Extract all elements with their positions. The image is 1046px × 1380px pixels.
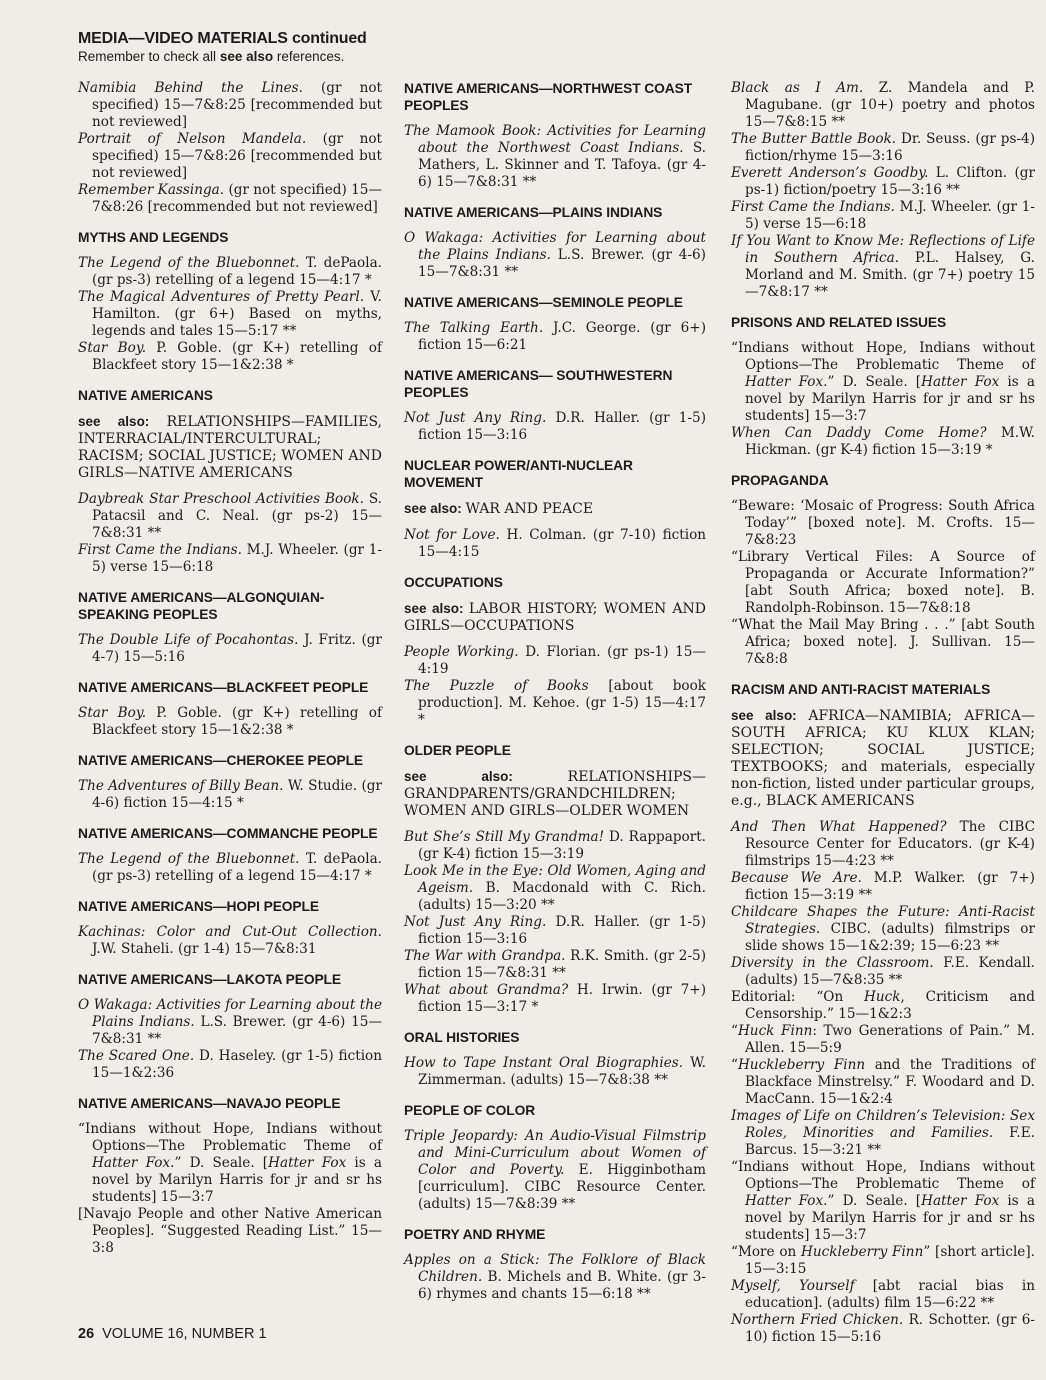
entry-title: Diversity in the Classroom. bbox=[731, 955, 934, 971]
section-heading: NATIVE AMERICANS—HOPI PEOPLE bbox=[78, 899, 319, 914]
section-heading: NATIVE AMERICANS—BLACKFEET PEOPLE bbox=[78, 680, 369, 695]
entry-list bbox=[404, 829, 706, 1016]
entry-list bbox=[731, 498, 1035, 668]
entry-text: J.W. Staheli. (gr 1-4) 15—7&8:31 bbox=[92, 941, 317, 957]
entry-text: “Indians without Hope, Indians without Options—The Problematic Theme of bbox=[78, 1121, 382, 1154]
entry bbox=[78, 1121, 382, 1206]
entry-title: The Butter Battle Book. bbox=[731, 131, 897, 147]
column-2 bbox=[404, 80, 706, 1316]
section-heading: ORAL HISTORIES bbox=[404, 1030, 520, 1045]
entry bbox=[78, 491, 382, 542]
entry-text: is a novel by Marilyn Harris for jr and sr hs students] 15—3:7 bbox=[745, 374, 1035, 424]
entry-text: “What the Mail May Bring . . .” [abt South Africa; boxed note]. J. Sullivan. 15—7&8:8 bbox=[731, 617, 1035, 667]
entry bbox=[78, 632, 382, 666]
entry bbox=[404, 982, 706, 1016]
entry bbox=[731, 1244, 1035, 1278]
entry-title: But She’s Still My Grandma! bbox=[404, 829, 605, 845]
entry bbox=[731, 870, 1035, 904]
entry-text: B. Michels and B. White. (gr 3-6) rhymes and chants 15—6:18 ** bbox=[418, 1269, 706, 1302]
entry bbox=[731, 955, 1035, 989]
entry-title: O Wakaga: Activities for Learning about the Plains Indians. bbox=[78, 997, 382, 1030]
entry-text: , Criticism and Censorship.” 15—1&2:3 bbox=[745, 989, 1035, 1022]
entry-text: S. Mathers, L. Skinner and T. Tafoya. (gr 4-6) 15—7&8:31 ** bbox=[418, 140, 706, 190]
entry bbox=[404, 948, 706, 982]
entry-title: Kachinas: Color and Cut-Out Collection. bbox=[78, 924, 382, 940]
entry-title: Star Boy. bbox=[78, 340, 147, 356]
entry-title: The Puzzle of Books bbox=[404, 678, 589, 694]
entry-list bbox=[78, 997, 382, 1082]
entry-text: CIBC. (adults) filmstrips or slide shows 15—1&2:39; 15—6:23 ** bbox=[745, 921, 1035, 954]
entry-text: H. Colman. (gr 7-10) fiction 15—4:15 bbox=[418, 527, 707, 560]
entry-title: Myself, Yourself bbox=[731, 1278, 855, 1294]
section-heading: PRISONS AND RELATED ISSUES bbox=[731, 315, 947, 330]
entry bbox=[731, 904, 1035, 955]
entry-title: Hatter Fox bbox=[745, 1193, 824, 1209]
entry-list bbox=[404, 1128, 706, 1213]
entry-text: “ bbox=[731, 1023, 738, 1039]
entry-text: W. Studie. (gr 4-6) fiction 15—4:15 * bbox=[92, 778, 383, 811]
entry bbox=[404, 230, 706, 281]
entry-text: L.S. Brewer. (gr 4-6) 15—7&8:31 ** bbox=[418, 247, 706, 280]
entry-text: S. Patacsil and C. Neal. (gr ps-2) 15—7&8:31 ** bbox=[92, 491, 382, 541]
entry bbox=[404, 527, 706, 561]
entry-title: Star Boy. bbox=[78, 705, 147, 721]
volume-label: VOLUME 16, NUMBER 1 bbox=[102, 1326, 267, 1342]
entry bbox=[78, 289, 382, 340]
entry-text: H. Irwin. (gr 7+) fiction 15—3:17 * bbox=[418, 982, 706, 1015]
section-heading: NATIVE AMERICANS—PLAINS INDIANS bbox=[404, 205, 663, 220]
entry-text: (gr not specified) 15—7&8:26 [recommended but not reviewed] bbox=[92, 131, 382, 181]
see-also-label: see also: bbox=[404, 601, 469, 616]
entry-title: Not Just Any Ring. bbox=[404, 914, 547, 930]
entry bbox=[731, 165, 1035, 199]
entry-title: Apples on a Stick: The Folklore of Black Children. bbox=[404, 1252, 706, 1285]
entry-list bbox=[78, 1121, 382, 1257]
section-heading: NATIVE AMERICANS—NORTHWEST COAST PEOPLES bbox=[404, 81, 693, 113]
entry-text: [Navajo People and other Native American Peoples]. “Suggested Reading List.” 15—3:8 bbox=[78, 1206, 382, 1256]
entry-list bbox=[78, 632, 382, 666]
entry-title: Not Just Any Ring. bbox=[404, 410, 547, 426]
entry bbox=[78, 340, 382, 374]
section-heading: RACISM AND ANTI-RACIST MATERIALS bbox=[731, 682, 991, 697]
entry-title: The Legend of the Bluebonnet. bbox=[78, 851, 300, 867]
entry bbox=[404, 1128, 706, 1213]
entry-list bbox=[731, 80, 1035, 301]
entry-text: (gr not specified) 15—7&8:25 [recommended but not reviewed] bbox=[92, 80, 382, 130]
entry-list bbox=[731, 819, 1035, 1346]
see-also-label: see also: bbox=[78, 414, 167, 429]
entry-title: The Double Life of Pocahontas. bbox=[78, 632, 299, 648]
entry-text: V. Hamilton. (gr 6+) Based on myths, legends and tales 15—5:17 ** bbox=[92, 289, 382, 339]
entry bbox=[404, 644, 706, 678]
entry-text: : Two Generations of Pain.” M. Allen. 15—5:9 bbox=[745, 1023, 1035, 1056]
entry bbox=[78, 705, 382, 739]
entry-text: Dr. Seuss. (gr ps-4) fiction/rhyme 15—3:16 bbox=[745, 131, 1035, 164]
entry bbox=[731, 131, 1035, 165]
entry-title: Huck bbox=[864, 989, 901, 1005]
entry bbox=[78, 851, 382, 885]
entry bbox=[78, 924, 382, 958]
entry-title: Everett Anderson’s Goodby. bbox=[731, 165, 929, 181]
entry bbox=[78, 1048, 382, 1082]
entry bbox=[731, 199, 1035, 233]
entry-text: T. dePaola. (gr ps-3) retelling of a legend 15—4:17 * bbox=[92, 851, 382, 884]
entry-text: R.K. Smith. (gr 2-5) fiction 15—7&8:31 ** bbox=[418, 948, 706, 981]
entry bbox=[731, 340, 1035, 425]
reminder-note: Remember to check all see also references. bbox=[78, 49, 345, 64]
see-also-label: see also: bbox=[404, 769, 568, 784]
entry bbox=[404, 1055, 706, 1089]
entry bbox=[404, 914, 706, 948]
entry-text: B. Macdonald with C. Rich. (adults) 15—3:20 ** bbox=[418, 880, 706, 913]
page-title: MEDIA—VIDEO MATERIALS continued bbox=[78, 30, 367, 47]
entry-title: Huckleberry Finn bbox=[737, 1057, 866, 1073]
see-also-label: see also: bbox=[404, 501, 466, 516]
entry-title: Hatter Fox bbox=[745, 374, 824, 390]
entry-text: [about book production]. M. Kehoe. (gr 1-5) 15—4:17 * bbox=[418, 678, 707, 728]
page-number: 26 bbox=[78, 1326, 95, 1342]
entry-text: “ bbox=[731, 1057, 738, 1073]
entry-text: M.J. Wheeler. (gr 1-5) verse 15—6:18 bbox=[92, 542, 382, 575]
entry-title: O Wakaga: Activities for Learning about the Plains Indians. bbox=[404, 230, 706, 263]
entry bbox=[731, 425, 1035, 459]
entry-text: D. Florian. (gr ps-1) 15—4:19 bbox=[418, 644, 706, 677]
entry-title: The Magical Adventures of Pretty Pearl. bbox=[78, 289, 365, 305]
entry bbox=[731, 80, 1035, 131]
entry-title: Hatter Fox bbox=[921, 1193, 1000, 1209]
entry-list bbox=[78, 778, 382, 812]
see-also-refs: LABOR HISTORY; WOMEN AND GIRLS—OCCUPATIONS bbox=[404, 601, 706, 634]
entry bbox=[731, 617, 1035, 668]
entry-text: Editorial: “On bbox=[731, 989, 865, 1005]
entry-text: “Library Vertical Files: A Source of Propaganda or Accurate Information?” [abt South Africa; boxed note]. B. Randolph-Robinson. 15—7&8:18 bbox=[731, 549, 1035, 616]
entry-title: The Talking Earth. bbox=[404, 320, 544, 336]
entry bbox=[404, 829, 706, 863]
entry-text: ” [short article]. 15—3:15 bbox=[745, 1244, 1035, 1277]
entry-title: The Scared One. bbox=[78, 1048, 195, 1064]
entry-list bbox=[404, 230, 706, 281]
entry-list bbox=[78, 851, 382, 885]
entry bbox=[731, 1108, 1035, 1159]
entry-title: Huck Finn bbox=[737, 1023, 813, 1039]
entry-title: The Mamook Book: Activities for Learning about the Northwest Coast Indians. bbox=[404, 123, 706, 156]
entry-list bbox=[78, 80, 382, 216]
entry-text: M.P. Walker. (gr 7+) fiction 15—3:19 ** bbox=[745, 870, 1035, 903]
see-also-note bbox=[404, 500, 706, 518]
entry-text: D.R. Haller. (gr 1-5) fiction 15—3:16 bbox=[418, 410, 706, 443]
entry-list bbox=[78, 705, 382, 739]
entry-text: (gr not specified) 15—7&8:26 [recommended but not reviewed] bbox=[92, 182, 383, 215]
section-heading: NATIVE AMERICANS—ALGONQUIAN-SPEAKING PEOPLES bbox=[78, 590, 325, 622]
entry bbox=[731, 1023, 1035, 1057]
entry-title: The War with Grandpa. bbox=[404, 948, 566, 964]
entry-title: Northern Fried Chicken. bbox=[731, 1312, 904, 1328]
see-also-note bbox=[731, 707, 1035, 810]
section-heading: OCCUPATIONS bbox=[404, 575, 503, 590]
entry-title: How to Tape Instant Oral Biographies. bbox=[404, 1055, 684, 1071]
section-heading: PROPAGANDA bbox=[731, 473, 829, 488]
section-heading: NATIVE AMERICANS—SEMINOLE PEOPLE bbox=[404, 295, 683, 310]
entry-title: The Legend of the Bluebonnet. bbox=[78, 255, 300, 271]
entry-title: Childcare Shapes the Future: Anti-Racist Strategies. bbox=[731, 904, 1035, 937]
section-heading: NUCLEAR POWER/ANTI-NUCLEAR MOVEMENT bbox=[404, 458, 633, 490]
see-also-refs: WAR AND PEACE bbox=[465, 501, 594, 517]
entry bbox=[731, 819, 1035, 870]
entry bbox=[78, 778, 382, 812]
entry bbox=[404, 1252, 706, 1303]
entry-text: The CIBC Resource Center for Educators. (gr K-4) filmstrips 15—4:23 ** bbox=[745, 819, 1035, 869]
entry-list bbox=[731, 340, 1035, 459]
entry-text: E. Higginbotham [curriculum]. CIBC Resource Center. (adults) 15—7&8:39 ** bbox=[418, 1162, 706, 1212]
entry-text: is a novel by Marilyn Harris for jr and sr hs students] 15—3:7 bbox=[92, 1155, 382, 1205]
section-heading: MYTHS AND LEGENDS bbox=[78, 230, 229, 245]
entry-title: Images of Life on Children’s Television: Sex Roles, Minorities and Families. bbox=[731, 1108, 1035, 1141]
section-heading: NATIVE AMERICANS—LAKOTA PEOPLE bbox=[78, 972, 341, 987]
entry-title: What about Grandma? bbox=[404, 982, 569, 998]
entry-text: D.R. Haller. (gr 1-5) fiction 15—3:16 bbox=[418, 914, 706, 947]
section-heading: PEOPLE OF COLOR bbox=[404, 1103, 536, 1118]
entry-text: J. Fritz. (gr 4-7) 15—5:16 bbox=[92, 632, 383, 665]
entry-title: People Working. bbox=[404, 644, 519, 660]
entry-text: and the Traditions of Blackface Minstrelsy.” F. Woodard and D. MacCann. 15—1&2:4 bbox=[745, 1057, 1035, 1107]
entry bbox=[78, 182, 382, 216]
entry bbox=[404, 123, 706, 191]
see-also-label: see also: bbox=[731, 708, 809, 723]
section-heading: NATIVE AMERICANS— SOUTHWESTERN PEOPLES bbox=[404, 368, 673, 400]
entry-text: is a novel by Marilyn Harris for jr and sr hs students] 15—3:7 bbox=[745, 1193, 1035, 1243]
entry-list bbox=[404, 320, 706, 354]
entry-text: J.C. George. (gr 6+) fiction 15—6:21 bbox=[418, 320, 706, 353]
entry-list bbox=[404, 527, 706, 561]
page-header bbox=[78, 30, 398, 64]
entry-title: First Came the Indians. bbox=[731, 199, 895, 215]
entry-text: L.S. Brewer. (gr 4-6) 15—7&8:31 ** bbox=[92, 1014, 382, 1047]
entry bbox=[731, 1278, 1035, 1312]
entry-title: First Came the Indians. bbox=[78, 542, 242, 558]
see-also-note bbox=[404, 768, 706, 820]
see-also-note bbox=[404, 600, 706, 635]
entry-text: W. Zimmerman. (adults) 15—7&8:38 ** bbox=[418, 1055, 706, 1088]
entry bbox=[731, 989, 1035, 1023]
see-also-refs: RELATIONSHIPS—GRANDPARENTS/GRANDCHILDREN; WOMEN AND GIRLS—OLDER WOMEN bbox=[404, 769, 706, 819]
entry-text: P. Goble. (gr K+) retelling of Blackfeet story 15—1&2:38 * bbox=[92, 340, 382, 373]
column-3 bbox=[731, 80, 1035, 1359]
entry bbox=[731, 1159, 1035, 1244]
entry bbox=[404, 320, 706, 354]
entry-title: Hatter Fox bbox=[921, 374, 1000, 390]
entry-text: “Beware: ‘Mosaic of Progress: South Africa Today’” [boxed note]. M. Crofts. 15—7&8:23 bbox=[731, 498, 1035, 548]
entry bbox=[78, 131, 382, 182]
entry bbox=[731, 498, 1035, 549]
entry-text: Z. Mandela and P. Magubane. (gr 10+) poetry and photos 15—7&8:15 ** bbox=[745, 80, 1035, 130]
section-heading: OLDER PEOPLE bbox=[404, 743, 511, 758]
entry-list bbox=[404, 410, 706, 444]
entry-list bbox=[78, 491, 382, 576]
entry-text: .” D. Seale. [ bbox=[170, 1155, 269, 1171]
entry-text: .” D. Seale. [ bbox=[823, 374, 922, 390]
entry bbox=[78, 997, 382, 1048]
section-heading: NATIVE AMERICANS—NAVAJO PEOPLE bbox=[78, 1096, 341, 1111]
entry-title: If You Want to Know Me: Reflections of Life in Southern Africa. bbox=[731, 233, 1035, 266]
entry-title: Portrait of Nelson Mandela. bbox=[78, 131, 307, 147]
entry bbox=[78, 542, 382, 576]
see-also-refs: AFRICA—NAMIBIA; AFRICA—SOUTH AFRICA; KU KLUX KLAN; SELECTION; SOCIAL JUSTICE; TEXTBOOKS; and materials, especially non-fiction, listed under particular groups, e.g., BLACK AMERICANS bbox=[731, 708, 1035, 809]
entry-list bbox=[404, 1252, 706, 1303]
entry-text: T. dePaola. (gr ps-3) retelling of a legend 15—4:17 * bbox=[92, 255, 382, 288]
entry-text: F.E. Barcus. 15—3:21 ** bbox=[745, 1125, 1036, 1158]
entry bbox=[78, 80, 382, 131]
entry bbox=[404, 678, 706, 729]
entry-title: Daybreak Star Preschool Activities Book. bbox=[78, 491, 364, 507]
see-also-refs: RELATIONSHIPS—FAMILIES, INTERRACIAL/INTERCULTURAL; RACISM; SOCIAL JUSTICE; WOMEN AND GIRLS—NATIVE AMERICANS bbox=[78, 414, 382, 481]
entry-title: Hatter Fox bbox=[92, 1155, 171, 1171]
section-heading: NATIVE AMERICANS—CHEROKEE PEOPLE bbox=[78, 753, 364, 768]
page-footer bbox=[78, 1326, 267, 1342]
entry bbox=[78, 255, 382, 289]
entry-list bbox=[404, 123, 706, 191]
see-also-note bbox=[78, 413, 382, 482]
entry-text: R. Schotter. (gr 6-10) fiction 15—5:16 bbox=[745, 1312, 1036, 1345]
entry-title: Remember Kassinga. bbox=[78, 182, 225, 198]
entry-title: Triple Jeopardy: An Audio-Visual Filmstrip and Mini-Curriculum about Women of Color and Poverty. bbox=[404, 1128, 706, 1178]
entry-title: Namibia Behind the Lines. bbox=[78, 80, 303, 96]
entry bbox=[404, 410, 706, 444]
entry bbox=[731, 1057, 1035, 1108]
entry bbox=[404, 863, 706, 914]
entry bbox=[731, 1312, 1035, 1346]
section-heading: NATIVE AMERICANS bbox=[78, 388, 213, 403]
entry-text: .” D. Seale. [ bbox=[823, 1193, 922, 1209]
entry bbox=[731, 549, 1035, 617]
entry-text: “Indians without Hope, Indians without Options—The Problematic Theme of bbox=[731, 340, 1035, 373]
entry bbox=[731, 233, 1035, 301]
entry-text: “More on bbox=[731, 1244, 802, 1260]
entry-text: D. Haseley. (gr 1-5) fiction 15—1&2:36 bbox=[92, 1048, 382, 1081]
entry-title: Huckleberry Finn bbox=[801, 1244, 924, 1260]
section-heading: POETRY AND RHYME bbox=[404, 1227, 546, 1242]
entry-text: L. Clifton. (gr ps-1) fiction/poetry 15—3:16 ** bbox=[745, 165, 1035, 198]
entry bbox=[78, 1206, 382, 1257]
column-1 bbox=[78, 80, 382, 1270]
section-heading: NATIVE AMERICANS—COMMANCHE PEOPLE bbox=[78, 826, 378, 841]
entry-list bbox=[404, 1055, 706, 1089]
entry-list bbox=[78, 924, 382, 958]
entry-text: F.E. Kendall. (adults) 15—7&8:35 ** bbox=[745, 955, 1035, 988]
entry-title: Because We Are. bbox=[731, 870, 862, 886]
entry-text: “Indians without Hope, Indians without Options—The Problematic Theme of bbox=[731, 1159, 1035, 1192]
entry-text: D. Rappaport. (gr K-4) fiction 15—3:19 bbox=[418, 829, 706, 862]
entry-title: Black as I Am. bbox=[731, 80, 864, 96]
entry-title: The Adventures of Billy Bean. bbox=[78, 778, 284, 794]
entry-title: Hatter Fox bbox=[268, 1155, 347, 1171]
entry-text: P. Goble. (gr K+) retelling of Blackfeet story 15—1&2:38 * bbox=[92, 705, 382, 738]
entry-title: And Then What Happened? bbox=[731, 819, 947, 835]
entry-text: P.L. Halsey, G. Morland and M. Smith. (gr 7+) poetry 15—7&8:17 ** bbox=[745, 250, 1035, 300]
entry-text: M.W. Hickman. (gr K-4) fiction 15—3:19 * bbox=[745, 425, 1035, 458]
entry-title: Look Me in the Eye: Old Women, Aging and Ageism. bbox=[404, 863, 706, 896]
entry-title: When Can Daddy Come Home? bbox=[731, 425, 987, 441]
entry-list bbox=[78, 255, 382, 374]
entry-text: [abt racial bias in education]. (adults) film 15—6:22 ** bbox=[745, 1278, 1035, 1311]
entry-title: Not for Love. bbox=[404, 527, 500, 543]
entry-list bbox=[404, 644, 706, 729]
entry-text: M.J. Wheeler. (gr 1-5) verse 15—6:18 bbox=[745, 199, 1035, 232]
